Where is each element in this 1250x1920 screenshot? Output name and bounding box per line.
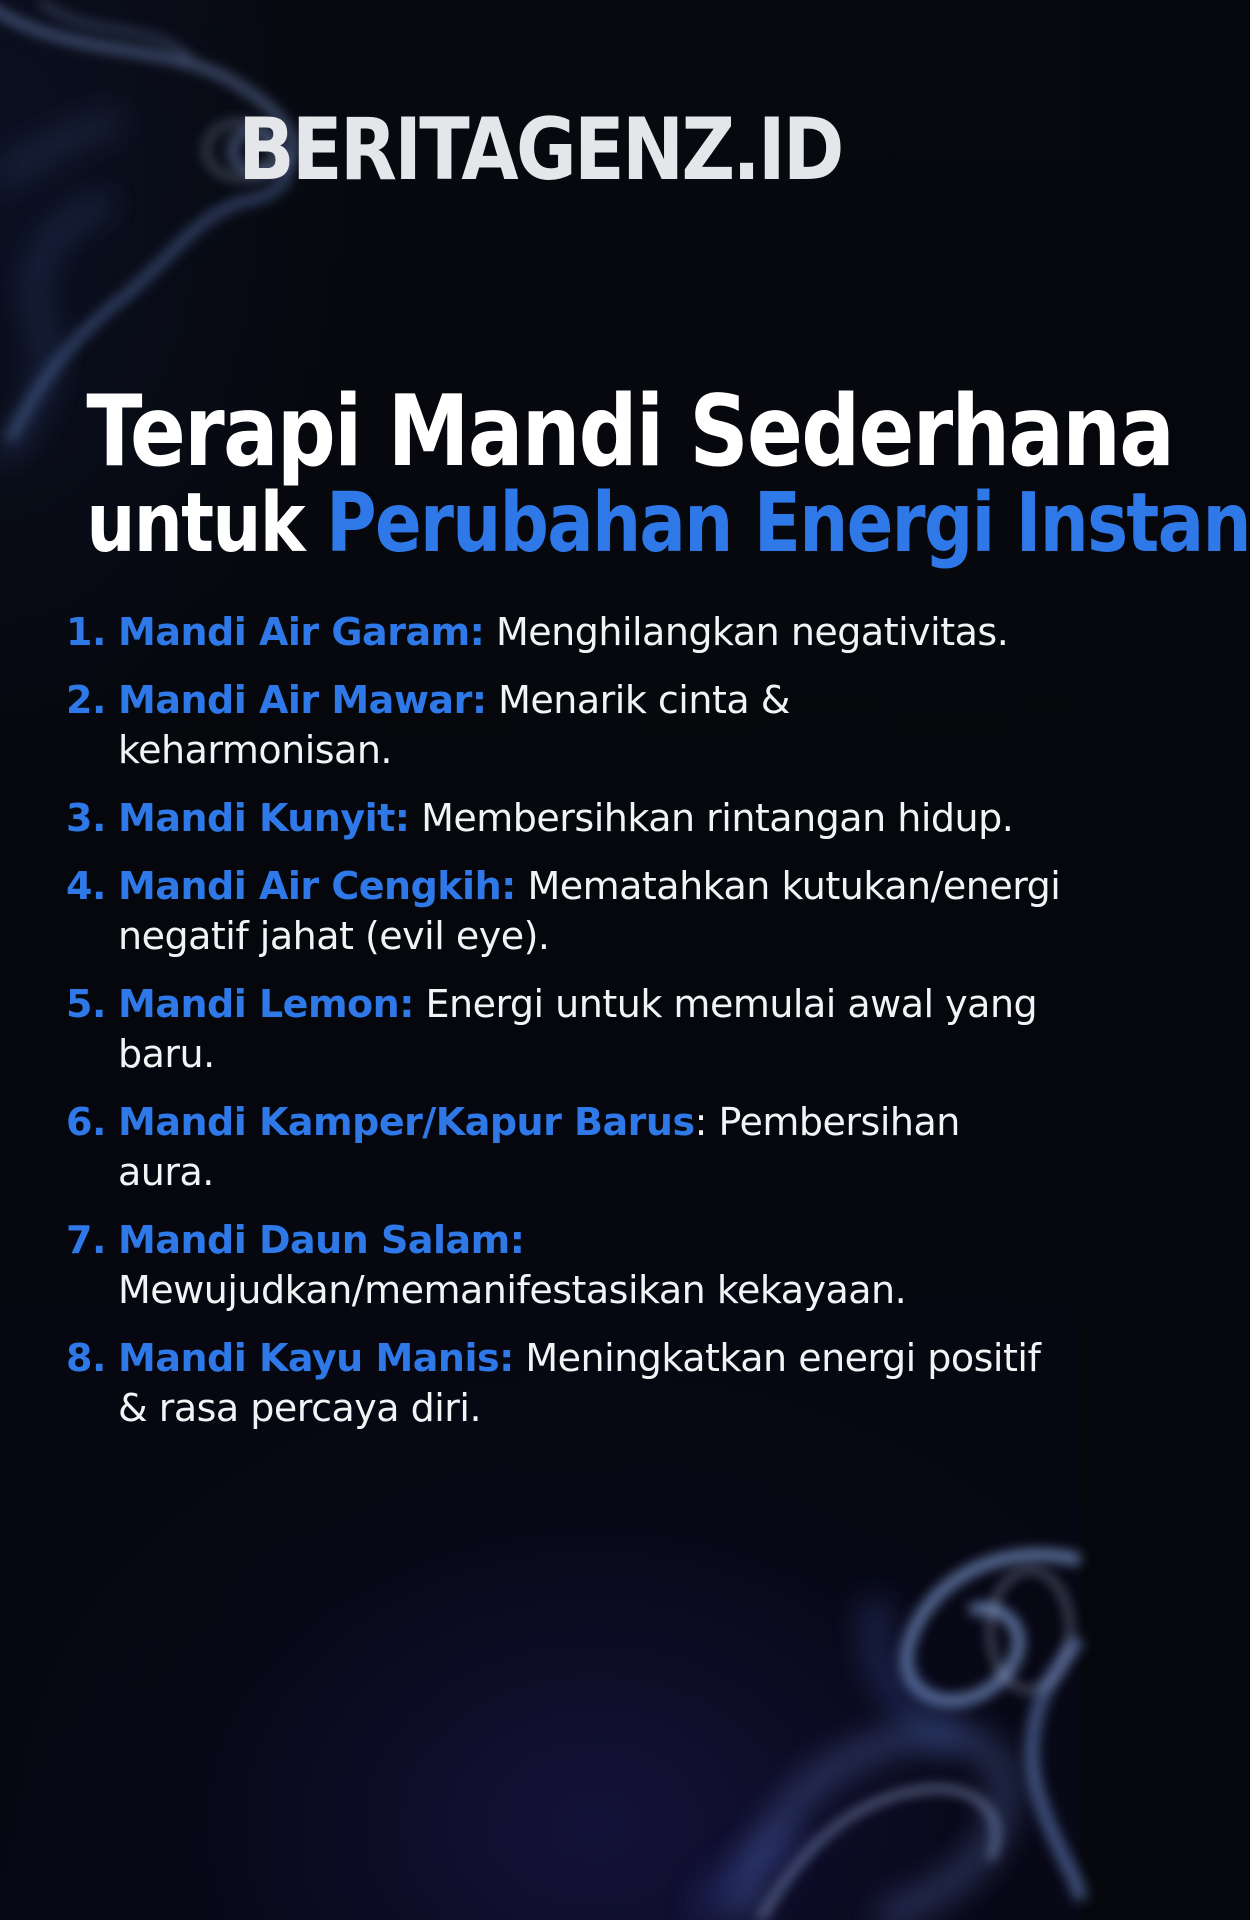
list-item — [66, 793, 1066, 843]
item-name: Mandi Kamper/Kapur Barus — [118, 1100, 695, 1144]
item-description: : Pembersihan aura. — [118, 1100, 960, 1194]
list-item — [66, 607, 1066, 657]
item-name: Mandi Air Cengkih: — [118, 864, 516, 908]
list-item — [66, 1333, 1066, 1433]
title-line-2-prefix: untuk — [86, 476, 304, 571]
smoke-bottom-right — [700, 1555, 1080, 1920]
item-number: 5. — [66, 982, 106, 1026]
item-description: Energi untuk memulai awal yang baru. — [118, 982, 1038, 1076]
item-number: 1. — [66, 610, 106, 654]
item-number: 8. — [66, 1336, 106, 1380]
item-description: Meningkatkan energi positif & rasa percaya diri. — [118, 1336, 1041, 1430]
item-name: Mandi Air Garam: — [118, 610, 485, 654]
item-number: 7. — [66, 1218, 106, 1262]
list-item — [66, 1097, 1066, 1197]
title-line-1: Terapi Mandi Sederhana — [86, 375, 1174, 489]
item-name: Mandi Lemon: — [118, 982, 414, 1026]
item-description: Menarik cinta & keharmonisan. — [118, 678, 790, 772]
list-item — [66, 979, 1066, 1079]
item-name: Mandi Kayu Manis: — [118, 1336, 514, 1380]
item-number: 6. — [66, 1100, 106, 1144]
item-number: 4. — [66, 864, 106, 908]
title-line-2 — [86, 474, 1250, 574]
title-line-2-highlight: Perubahan Energi Instan — [326, 476, 1250, 571]
item-name: Mandi Air Mawar: — [118, 678, 487, 722]
item-description: Mematahkan kutukan/energi negatif jahat (evil eye). — [118, 864, 1061, 958]
therapy-list — [66, 607, 1066, 1451]
item-number: 3. — [66, 796, 106, 840]
list-item — [66, 861, 1066, 961]
item-name: Mandi Kunyit: — [118, 796, 410, 840]
brand-logo: BERITAGENZ.ID — [238, 100, 842, 200]
item-name: Mandi Daun Salam: — [118, 1218, 525, 1262]
item-description: Mewujudkan/memanifestasikan kekayaan. — [118, 1268, 907, 1312]
item-number: 2. — [66, 678, 106, 722]
list-item — [66, 1215, 1066, 1315]
list-item — [66, 675, 1066, 775]
item-description: Membersihkan rintangan hidup. — [421, 796, 1014, 840]
item-description: Menghilangkan negativitas. — [495, 610, 1009, 654]
